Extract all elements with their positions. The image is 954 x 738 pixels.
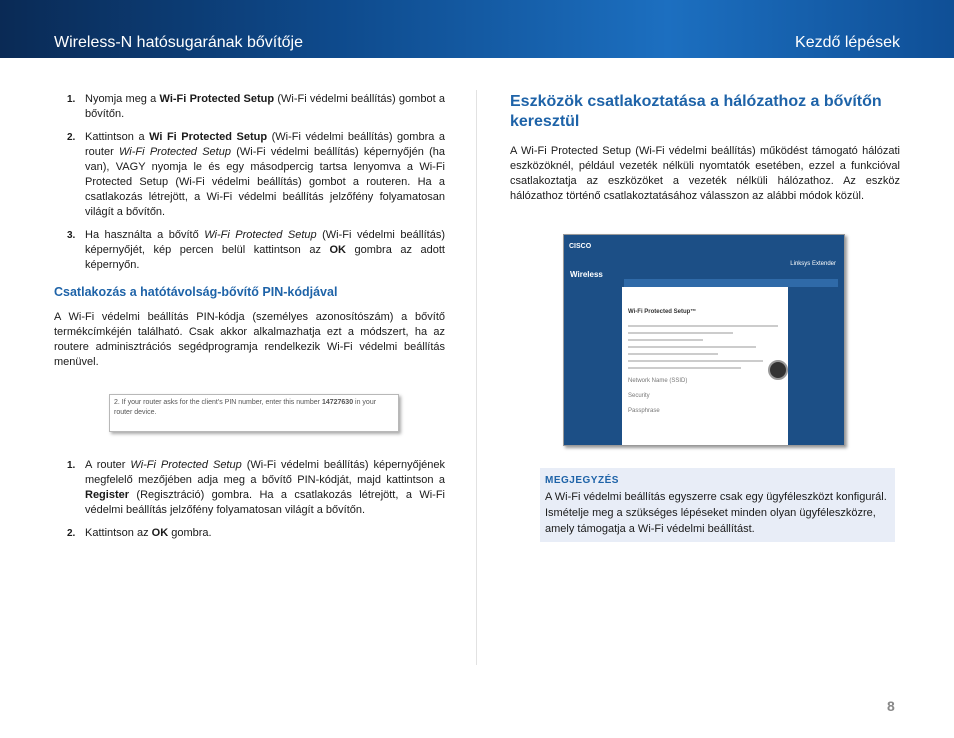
note-box (540, 468, 895, 542)
screenshot-content: Wi-Fi Protected Setup™ Network Name (SSID) Security Passphrase (628, 305, 778, 419)
screenshot-tabs (624, 279, 838, 287)
screenshot-header (564, 235, 844, 287)
pin-steps (54, 458, 445, 541)
header-chapter-title: Kezdő lépések (795, 34, 900, 51)
list-item: 2. Kattintson a Wi Fi Protected Setup (Wi-Fi védelmi beállítás) gombra a router Wi-Fi Protected Setup (Wi-Fi védelmi beállítás) képernyőjén (ha van), VAGY nyomja le és egy másodpercig tartsa lenyomva a Wi-Fi Protected Setup (Wi-Fi védelmi beállítás) gombot a routeren. Ha a csatlakozás létrejött, a Wi-Fi védelmi beállítás jelzőfény folyamatosan világít a bővítőn. (67, 131, 445, 218)
section-name: Wireless (570, 270, 603, 279)
pin-screenshot: 2. If your router asks for the client's PIN number, enter this number 14727630 in your router device. (109, 394, 399, 432)
page-number: 8 (887, 698, 895, 714)
list-item: 3. Ha használta a bővítő Wi-Fi Protected Setup (Wi-Fi védelmi beállítás) képernyőjét, kép percen belül kattintson az OK gombra az adott képernyőn. (67, 229, 445, 271)
note-text: A Wi-Fi védelmi beállítás egyszerre csak egy ügyféleszközt konfigurál. Ismételje meg a szükséges lépéseket minden olyan ügyféleszközre, amely támogatja a Wi-Fi védelmi beállítást. (545, 491, 887, 535)
list-item: 1. A router Wi-Fi Protected Setup (Wi-Fi védelmi beállítás) képernyőjének megfelelő mezőjében adja meg a bővítő PIN-kódját, majd kattintson a Register (Regisztráció) gombra. Ha a csatlakozás létrejött, a Wi-Fi védelmi beállítás jelzőfény folyamatosan világít a bővítőn. (67, 459, 446, 516)
cisco-logo: CISCO (569, 243, 592, 250)
header-section-title: Wireless-N hatósugarának bővítője (54, 34, 304, 51)
pin-section-heading: Csatlakozás a hatótávolság-bővítő PIN-kódjával (54, 285, 338, 299)
note-title: MEGJEGYZÉS (545, 475, 619, 486)
column-divider (476, 90, 477, 665)
intro-paragraph: A Wi-Fi Protected Setup (Wi-Fi védelmi beállítás) működést támogató hálózati eszközöknél, például vezeték nélküli nyomtatók esetében, ezzel a funkcióval csatlakoztatja az eszközöket a vezeték nélküli hálózathoz. Az eszköz hálózathoz történő csatlakoztatásához válasszon az alábbi módok közül. (510, 145, 900, 202)
screenshot-title: Wi-Fi Protected Setup™ (628, 309, 697, 315)
right-column (510, 92, 900, 542)
page-header (0, 0, 954, 58)
list-item: 2. Kattintson az OK gombra. (67, 527, 212, 539)
wps-setup-screenshot (563, 234, 845, 446)
screenshot-help-panel (788, 287, 844, 445)
screenshot-sidebar (564, 287, 622, 445)
wps-button-icon (768, 360, 788, 380)
wps-button-steps (54, 92, 445, 273)
left-column (54, 92, 445, 549)
pin-paragraph: A Wi-Fi védelmi beállítás PIN-kódja (személyes azonosítószám) a bővítő termékcímkéjén található. Csak akkor alkalmazhatja ezt a módszert, ha az routere adminisztrációs segédprogramja rendelkezik Wi-Fi védelmi beállítás menüvel. (54, 311, 445, 368)
list-item: 1. Nyomja meg a Wi-Fi Protected Setup (Wi-Fi védelmi beállítás) gombot a bővítőn. (67, 93, 445, 120)
product-name: Linksys Extender (790, 261, 836, 267)
section-heading: Eszközök csatlakoztatása a hálózathoz a bővítőn keresztül (510, 93, 882, 130)
